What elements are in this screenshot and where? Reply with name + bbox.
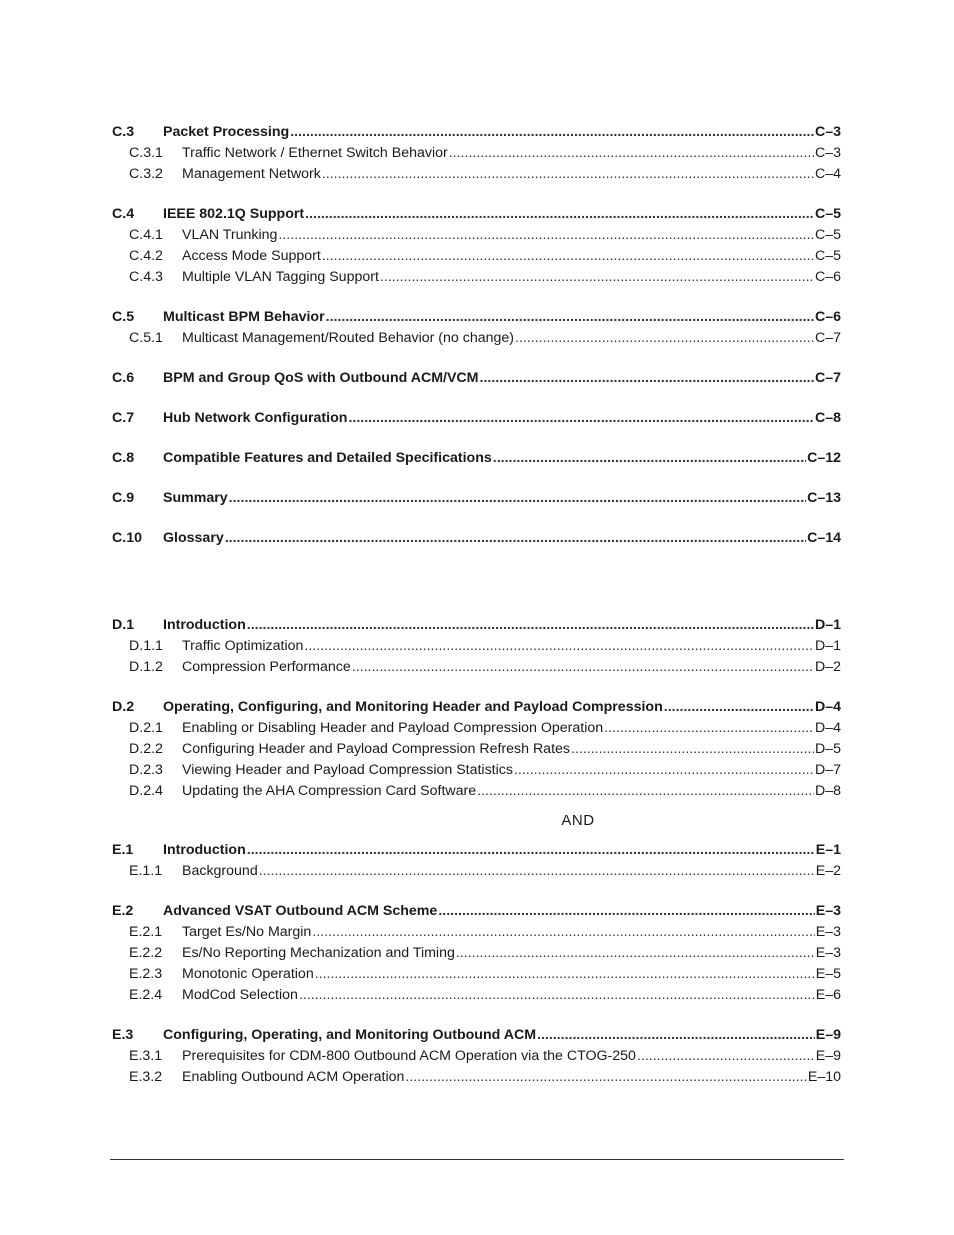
toc-entry-subsection[interactable] <box>112 328 841 349</box>
toc-entry-subsection[interactable] <box>112 143 841 164</box>
toc-entry-number: D.1.2 <box>129 659 163 675</box>
toc-section <box>112 204 841 288</box>
toc-entry-page: D–2 <box>814 659 841 675</box>
toc-gap <box>112 288 841 307</box>
toc-entry-section[interactable] <box>112 448 841 469</box>
toc-entry-section[interactable] <box>112 528 841 549</box>
toc-entry-subsection[interactable] <box>112 636 841 657</box>
toc-dot-leader <box>515 328 814 349</box>
toc-entry-page: E–6 <box>815 987 841 1003</box>
toc-entry-page: C–5 <box>814 206 841 222</box>
toc-entry-page: C–7 <box>814 330 841 346</box>
toc-dot-leader <box>664 697 814 718</box>
toc-section <box>112 697 841 802</box>
toc-entry-page: E–5 <box>815 966 841 982</box>
toc-entry-number: C.8 <box>112 450 135 466</box>
toc-entry-title: IEEE 802.1Q Support <box>163 206 305 222</box>
toc-entry-title: Management Network <box>182 166 321 182</box>
toc-entry-page: C–3 <box>814 145 841 161</box>
toc-entry-number: D.2 <box>112 699 135 715</box>
toc-entry-subsection[interactable] <box>112 964 841 985</box>
toc-entry-title: Monotonic Operation <box>182 966 314 982</box>
toc-section <box>112 615 841 678</box>
toc-entry-section[interactable] <box>112 1025 841 1046</box>
toc-entry-title: Access Mode Support <box>182 248 321 264</box>
toc-entry-subsection[interactable] <box>112 164 841 185</box>
toc-gap <box>112 678 841 697</box>
toc-entry-subsection[interactable] <box>112 943 841 964</box>
toc-entry-number: C.10 <box>112 530 142 546</box>
toc-entry-section[interactable] <box>112 122 841 143</box>
toc-dot-leader <box>290 122 814 143</box>
toc-entry-title: Enabling Outbound ACM Operation <box>182 1069 405 1085</box>
toc-dot-leader <box>312 922 814 943</box>
toc-entry-number: D.2.1 <box>129 720 163 736</box>
toc-entry-section[interactable] <box>112 488 841 509</box>
toc-entry-section[interactable] <box>112 840 841 861</box>
toc-entry-title: Introduction <box>163 842 246 858</box>
toc-entry-number: C.6 <box>112 370 135 386</box>
toc-dot-leader <box>480 368 814 389</box>
toc-entry-section[interactable] <box>112 697 841 718</box>
toc-entry-number: E.2 <box>112 903 134 919</box>
toc-entry-title: Target Es/No Margin <box>182 924 312 940</box>
toc-gap <box>112 549 841 615</box>
toc-entry-page: C–3 <box>814 124 841 140</box>
toc-entry-subsection[interactable] <box>112 1046 841 1067</box>
toc-entry-number: C.3.1 <box>129 145 163 161</box>
toc-entry-number: E.2.4 <box>129 987 163 1003</box>
toc-entry-number: D.2.2 <box>129 741 163 757</box>
toc-entry-section[interactable] <box>112 204 841 225</box>
toc-entry-page: C–13 <box>807 490 841 506</box>
toc-entry-page: D–5 <box>814 741 841 757</box>
toc-section <box>112 408 841 429</box>
toc-gap <box>112 469 841 488</box>
toc-dot-leader <box>348 408 814 429</box>
toc-dot-leader <box>477 781 814 802</box>
toc-entry-title: Compatible Features and Detailed Specifications <box>163 450 492 466</box>
toc-entry-page: E–2 <box>815 863 841 879</box>
toc-entry-number: D.2.4 <box>129 783 163 799</box>
toc-entry-number: E.1.1 <box>129 863 163 879</box>
toc-entry-page: C–5 <box>814 227 841 243</box>
toc-entry-page: D–8 <box>814 783 841 799</box>
toc-dot-leader <box>571 739 814 760</box>
toc-entry-title: Configuring Header and Payload Compression Refresh Rates <box>182 741 571 757</box>
toc-section <box>112 368 841 389</box>
toc-entry-page: D–4 <box>814 699 841 715</box>
toc-entry-page: D–1 <box>814 638 841 654</box>
toc-entry-subsection[interactable] <box>112 781 841 802</box>
toc-entry-title: VLAN Trunking <box>182 227 278 243</box>
toc-dot-leader <box>304 636 814 657</box>
toc-separator: AND <box>561 812 595 829</box>
toc-entry-number: C.3.2 <box>129 166 163 182</box>
toc-dot-leader <box>326 307 814 328</box>
toc-dot-leader <box>405 1067 806 1088</box>
toc-entry-page: C–4 <box>814 166 841 182</box>
toc-entry-title: Updating the AHA Compression Card Software <box>182 783 477 799</box>
toc-dot-leader <box>322 164 814 185</box>
toc-entry-number: E.1 <box>112 842 134 858</box>
toc-entry-number: C.4 <box>112 206 135 222</box>
toc-entry-page: E–10 <box>807 1069 841 1085</box>
toc-entry-page: C–5 <box>814 248 841 264</box>
toc-entry-page: E–9 <box>815 1048 841 1064</box>
toc-entry-title: ModCod Selection <box>182 987 298 1003</box>
toc-gap <box>112 509 841 528</box>
toc-gap <box>112 185 841 204</box>
toc-section <box>112 1025 841 1088</box>
toc-entry-title: Operating, Configuring, and Monitoring Header and Payload Compression <box>163 699 663 715</box>
toc-entry-subsection[interactable] <box>112 225 841 246</box>
footer-rule <box>110 1159 844 1160</box>
toc-entry-section[interactable] <box>112 368 841 389</box>
toc-entry-title: Viewing Header and Payload Compression Statistics <box>182 762 513 778</box>
toc-entry-number: E.3.2 <box>129 1069 163 1085</box>
toc-dot-leader <box>493 448 806 469</box>
toc-dot-leader <box>438 901 814 922</box>
toc-entry-title: Prerequisites for CDM-800 Outbound ACM Operation via the CTOG-250 <box>182 1048 636 1064</box>
toc-dot-leader <box>380 267 814 288</box>
toc-entry-title: Es/No Reporting Mechanization and Timing <box>182 945 455 961</box>
toc-entry-title: Multicast BPM Behavior <box>163 309 325 325</box>
toc-entry-title: Multiple VLAN Tagging Support <box>182 269 379 285</box>
toc-gap <box>112 389 841 408</box>
toc-entry-page: D–7 <box>814 762 841 778</box>
toc-entry-subsection[interactable] <box>112 267 841 288</box>
toc-entry-page: C–7 <box>814 370 841 386</box>
toc-gap <box>112 1006 841 1025</box>
toc-entry-number: E.3.1 <box>129 1048 163 1064</box>
toc-entry-page: E–3 <box>815 903 841 919</box>
toc-entry-section[interactable] <box>112 307 841 328</box>
toc-entry-title: Enabling or Disabling Header and Payload Compression Operation <box>182 720 604 736</box>
toc-entry-section[interactable] <box>112 901 841 922</box>
toc-entry-section[interactable] <box>112 615 841 636</box>
toc-entry-title: Summary <box>163 490 228 506</box>
toc-section <box>112 901 841 1006</box>
toc-dot-leader <box>278 225 814 246</box>
toc-section <box>112 122 841 185</box>
table-of-contents <box>112 122 841 1088</box>
toc-section <box>112 448 841 469</box>
toc-dot-leader <box>247 840 815 861</box>
toc-entry-subsection[interactable] <box>112 985 841 1006</box>
toc-entry-number: C.7 <box>112 410 135 426</box>
toc-entry-number: C.9 <box>112 490 135 506</box>
toc-entry-title: Advanced VSAT Outbound ACM Scheme <box>163 903 438 919</box>
toc-dot-leader <box>604 718 814 739</box>
toc-entry-subsection[interactable] <box>112 657 841 678</box>
toc-entry-number: D.1.1 <box>129 638 163 654</box>
toc-dot-leader <box>449 143 814 164</box>
toc-entry-number: D.1 <box>112 617 135 633</box>
toc-entry-title: Configuring, Operating, and Monitoring Outbound ACM <box>163 1027 537 1043</box>
toc-entry-page: C–8 <box>814 410 841 426</box>
toc-entry-title: Hub Network Configuration <box>163 410 348 426</box>
toc-entry-title: Compression Performance <box>182 659 351 675</box>
toc-entry-title: Packet Processing <box>163 124 290 140</box>
toc-entry-number: E.2.2 <box>129 945 163 961</box>
toc-dot-leader <box>259 861 815 882</box>
toc-entry-subsection[interactable] <box>112 246 841 267</box>
toc-section <box>112 528 841 549</box>
toc-dot-leader <box>352 657 814 678</box>
toc-entry-subsection[interactable] <box>112 739 841 760</box>
toc-entry-subsection[interactable] <box>112 760 841 781</box>
toc-gap <box>112 882 841 901</box>
toc-entry-number: C.5 <box>112 309 135 325</box>
toc-dot-leader <box>322 246 814 267</box>
toc-entry-page: C–6 <box>814 309 841 325</box>
toc-entry-page: E–3 <box>815 924 841 940</box>
toc-entry-title: Glossary <box>163 530 224 546</box>
toc-section <box>112 840 841 882</box>
toc-entry-title: Traffic Network / Ethernet Switch Behavior <box>182 145 448 161</box>
toc-dot-leader <box>514 760 814 781</box>
toc-entry-number: D.2.3 <box>129 762 163 778</box>
toc-dot-leader <box>315 964 815 985</box>
toc-entry-title: Background <box>182 863 258 879</box>
toc-entry-page: C–12 <box>807 450 841 466</box>
toc-entry-number: C.4.2 <box>129 248 163 264</box>
toc-dot-leader <box>229 488 806 509</box>
toc-entry-page: C–6 <box>814 269 841 285</box>
toc-entry-number: E.2.3 <box>129 966 163 982</box>
toc-entry-title: Introduction <box>163 617 246 633</box>
toc-gap <box>112 429 841 448</box>
toc-entry-page: E–1 <box>815 842 841 858</box>
toc-dot-leader <box>537 1025 815 1046</box>
toc-entry-title: BPM and Group QoS with Outbound ACM/VCM <box>163 370 479 386</box>
toc-entry-number: C.4.3 <box>129 269 163 285</box>
toc-entry-subsection[interactable] <box>112 718 841 739</box>
toc-entry-number: C.5.1 <box>129 330 163 346</box>
toc-entry-number: C.3 <box>112 124 135 140</box>
toc-entry-number: E.2.1 <box>129 924 163 940</box>
toc-entry-page: C–14 <box>807 530 841 546</box>
toc-dot-leader <box>247 615 814 636</box>
toc-entry-subsection[interactable] <box>112 922 841 943</box>
toc-entry-page: D–4 <box>814 720 841 736</box>
toc-entry-section[interactable] <box>112 408 841 429</box>
toc-dot-leader <box>225 528 806 549</box>
toc-entry-title: Multicast Management/Routed Behavior (no change) <box>182 330 515 346</box>
toc-entry-subsection[interactable] <box>112 1067 841 1088</box>
toc-entry-title: Traffic Optimization <box>182 638 304 654</box>
toc-entry-number: C.4.1 <box>129 227 163 243</box>
toc-gap <box>112 349 841 368</box>
toc-entry-page: E–9 <box>815 1027 841 1043</box>
toc-dot-leader <box>299 985 815 1006</box>
toc-dot-leader <box>305 204 814 225</box>
toc-dot-leader <box>456 943 815 964</box>
toc-section <box>112 307 841 349</box>
toc-entry-number: E.3 <box>112 1027 134 1043</box>
toc-entry-page: D–1 <box>814 617 841 633</box>
toc-entry-subsection[interactable] <box>112 861 841 882</box>
toc-entry-page: E–3 <box>815 945 841 961</box>
toc-section <box>112 488 841 509</box>
toc-dot-leader <box>637 1046 815 1067</box>
